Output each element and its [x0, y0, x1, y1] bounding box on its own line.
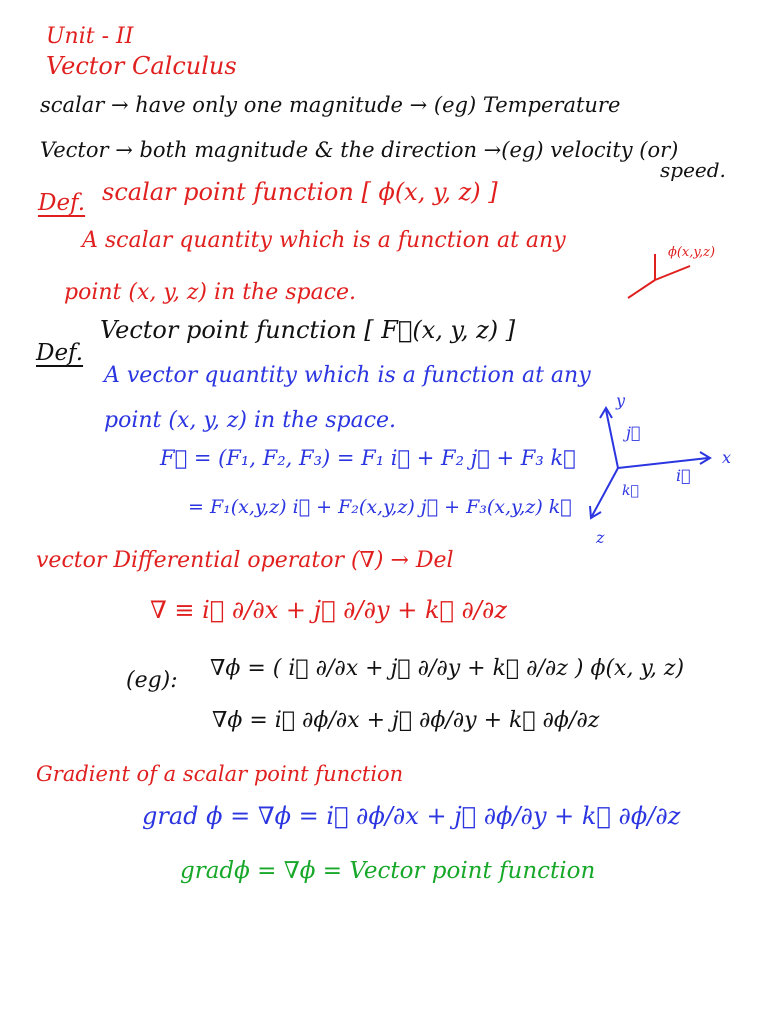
gradient-equation: grad ϕ = ∇ϕ = i⃗ ∂ϕ/∂x + j⃗ ∂ϕ/∂y + k⃗ ∂ϕ/∂z [142, 802, 681, 830]
def-scalar-title: scalar point function [ ϕ(x, y, z) ] [102, 178, 498, 206]
del-operator-title: vector Differential operator (∇) → Del [36, 548, 454, 573]
scalar-axes-sketch [628, 254, 690, 298]
vector-expanded-equation: = F₁(x,y,z) i⃗ + F₂(x,y,z) j⃗ + F₃(x,y,z) k⃗ [188, 496, 572, 518]
vector-axes-sketch [590, 408, 710, 518]
example-equation-1: ∇ϕ = ( i⃗ ∂/∂x + j⃗ ∂/∂y + k⃗ ∂/∂z ) ϕ(x, y, z) [210, 656, 685, 681]
axis-label-x: x [722, 448, 732, 467]
axis-label-k: k⃗ [622, 483, 639, 499]
z-axis-line [592, 468, 618, 516]
def-scalar-label: Def. [38, 190, 86, 216]
axis-label-y: y [616, 391, 626, 410]
subject-heading: Vector Calculus [46, 52, 237, 80]
scalar-axis-label: ϕ(x,y,z) [668, 245, 716, 260]
gradient-result: gradϕ = ∇ϕ = Vector point function [180, 858, 596, 884]
def-scalar-body-1: A scalar quantity which is a function at any [82, 228, 566, 253]
vector-component-equation: F⃗ = (F₁, F₂, F₃) = F₁ i⃗ + F₂ j⃗ + F₃ k⃗ [160, 446, 576, 470]
def-vector-title: Vector point function [ F⃗(x, y, z) ] [100, 316, 516, 344]
gradient-title: Gradient of a scalar point function [36, 762, 404, 786]
del-definition-equation: ∇ ≡ i⃗ ∂/∂x + j⃗ ∂/∂y + k⃗ ∂/∂z [150, 596, 508, 624]
axis-label-i: i⃗ [676, 466, 691, 485]
scalar-axis-down [628, 280, 655, 298]
vector-definition-line-cont: speed. [660, 158, 726, 182]
example-equation-2: ∇ϕ = i⃗ ∂ϕ/∂x + j⃗ ∂ϕ/∂y + k⃗ ∂ϕ/∂z [212, 708, 600, 733]
def-vector-body-2: point (x, y, z) in the space. [104, 408, 397, 433]
x-axis-line [618, 458, 708, 468]
unit-heading: Unit - II [46, 24, 134, 49]
axis-label-j: j⃗ [626, 423, 641, 442]
scalar-axis-right [655, 266, 690, 280]
scalar-definition-line: scalar → have only one magnitude → (eg) Temperature [40, 93, 621, 117]
example-label: (eg): [126, 668, 178, 693]
vector-definition-line: Vector → both magnitude & the direction →(eg) velocity (or) [40, 138, 679, 162]
def-vector-body-1: A vector quantity which is a function at any [104, 363, 591, 388]
axis-label-z: z [596, 528, 605, 547]
def-vector-label: Def. [36, 340, 84, 366]
def-scalar-body-2: point (x, y, z) in the space. [64, 280, 357, 305]
y-axis-line [606, 410, 618, 468]
